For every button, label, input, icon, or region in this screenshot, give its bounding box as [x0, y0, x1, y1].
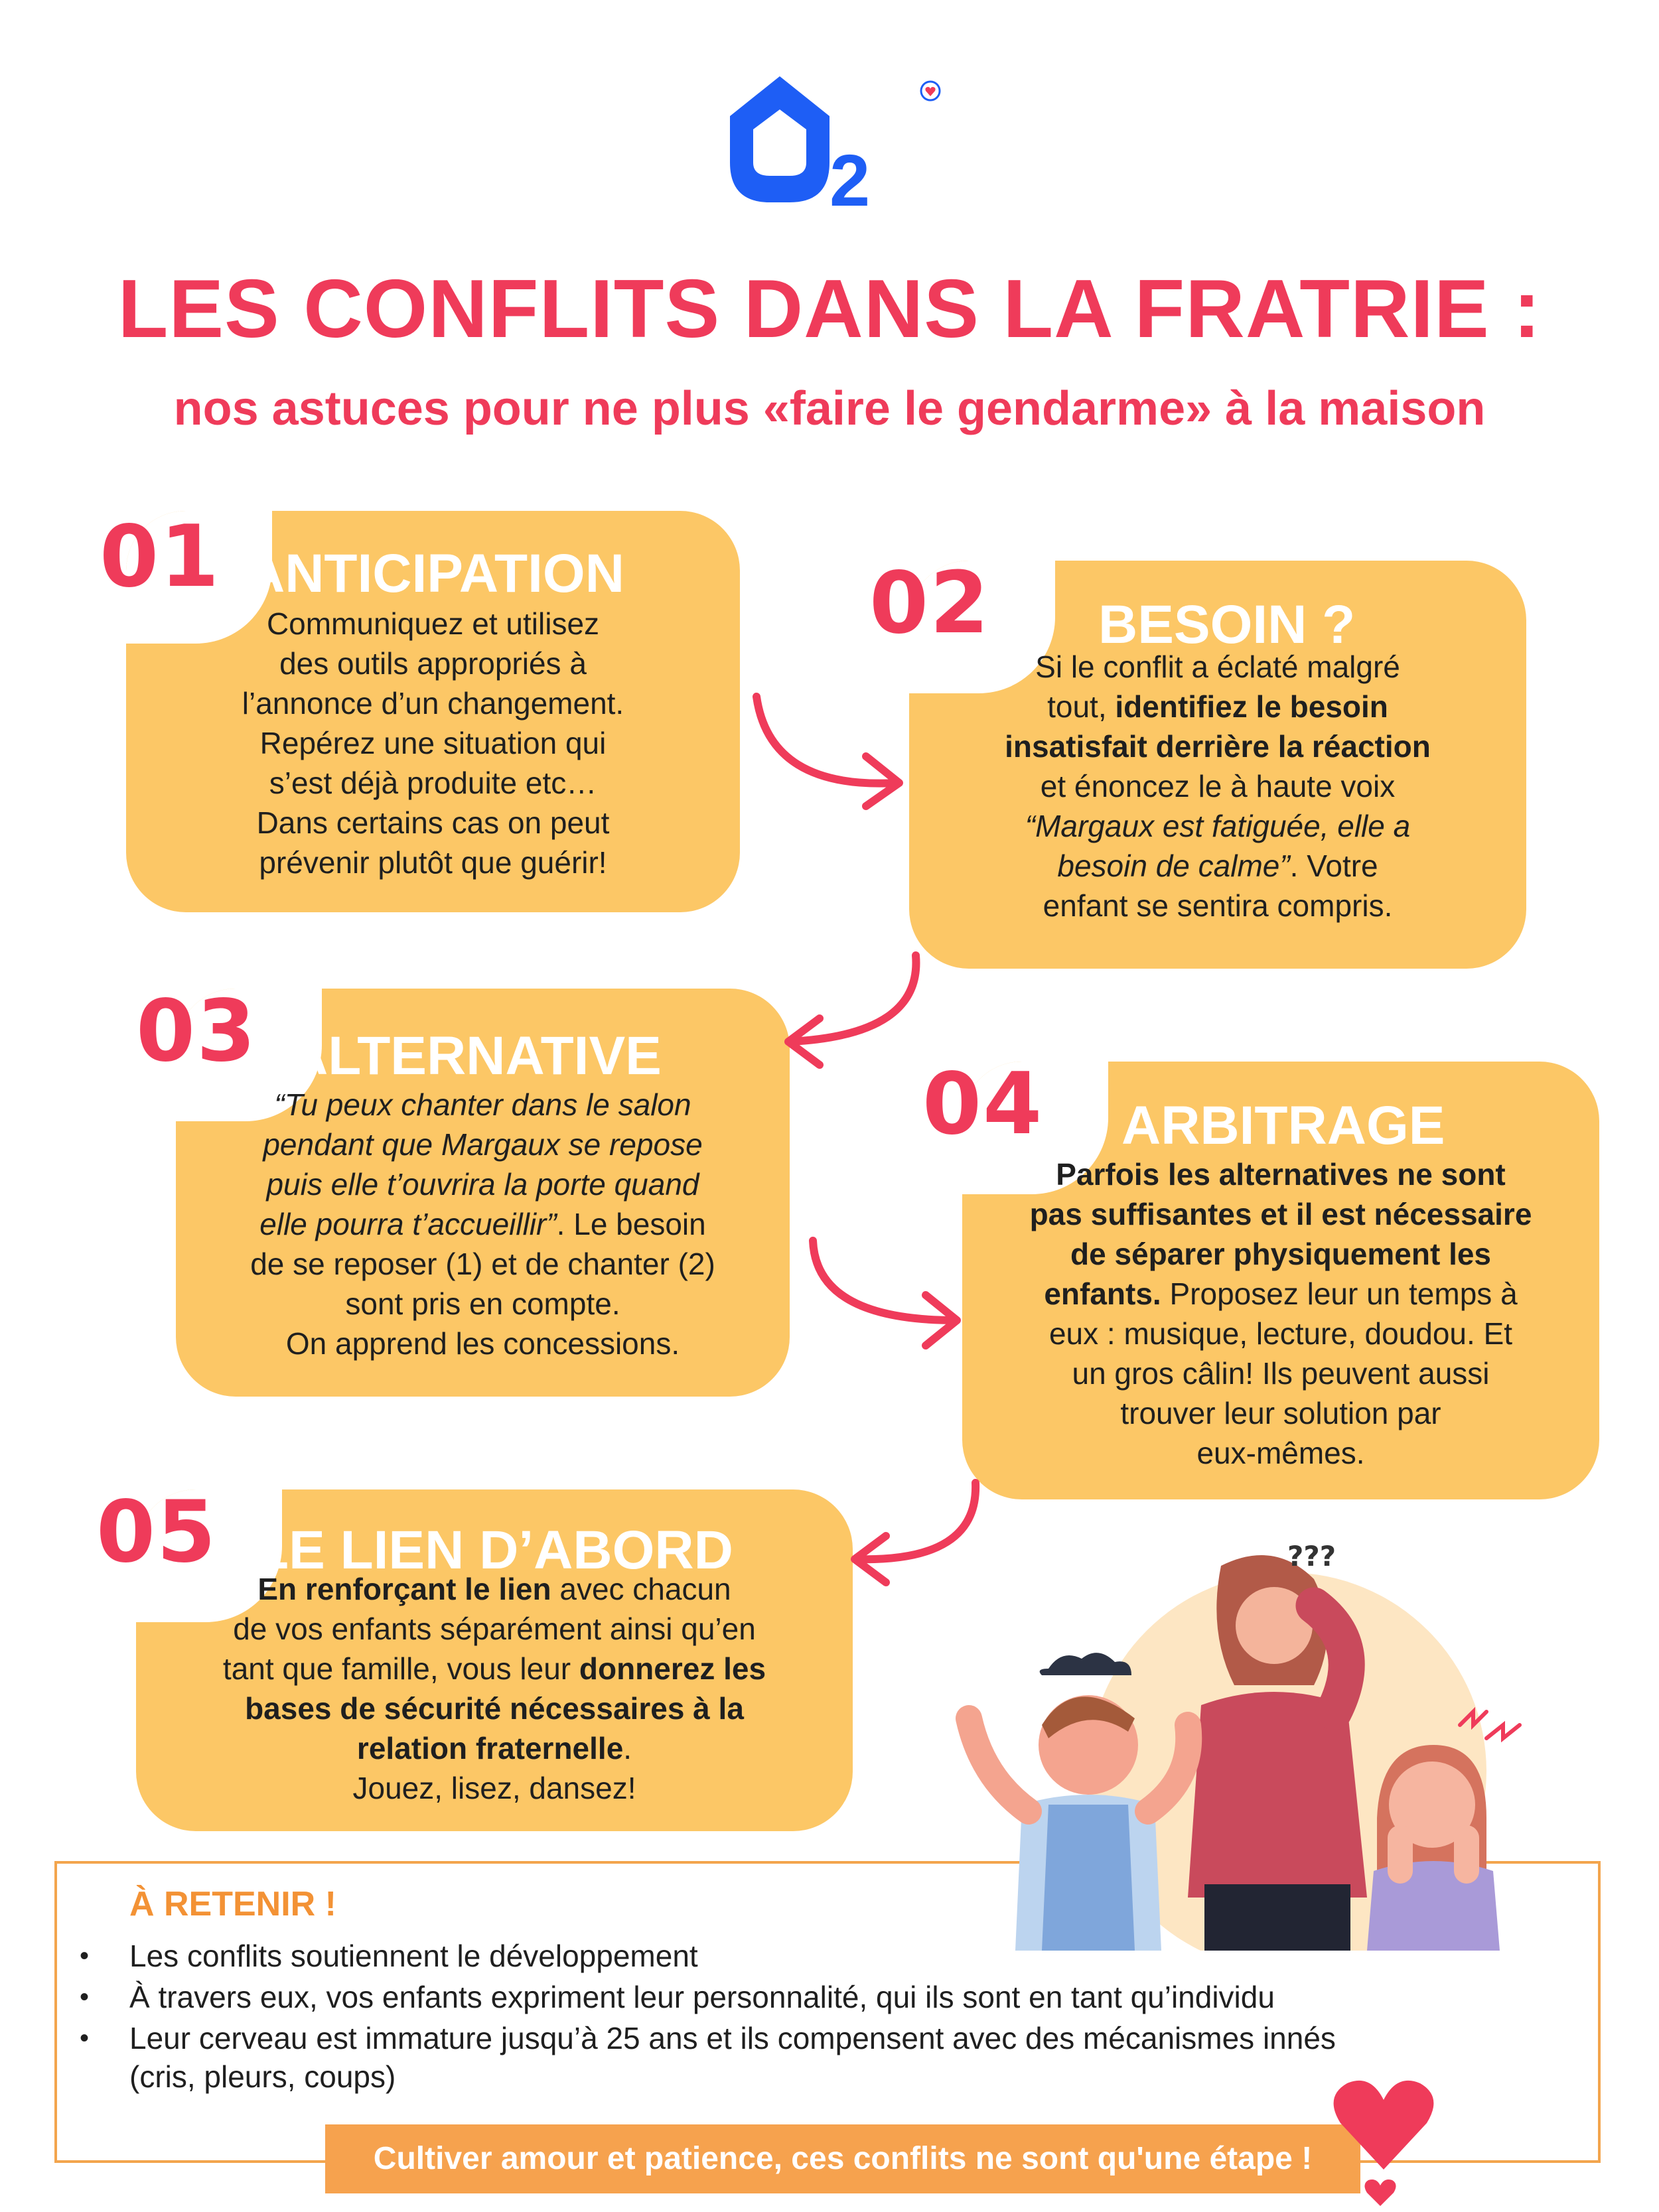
body-line: [909, 846, 1526, 886]
step-card-2: [909, 561, 1526, 969]
o2-logo: [717, 63, 942, 216]
body-line: eux-mêmes.: [1196, 1436, 1365, 1470]
body-quote: puis elle t’ouvrira la porte quand: [266, 1167, 699, 1202]
step-body: [136, 1569, 853, 1808]
boy-vest: [1042, 1805, 1135, 1951]
body-line: [176, 1164, 790, 1204]
closing-banner: Cultiver amour et patience, ces conflits ne sont qu'une étape !: [325, 2124, 1360, 2193]
body-line: Repérez une situation qui: [259, 726, 607, 760]
lightning-icon-2: [1486, 1725, 1520, 1738]
girl-dress: [1367, 1861, 1500, 1951]
body-line: enfant se sentira compris.: [1043, 888, 1393, 923]
takeaway-text: Les conflits soutiennent le développement: [129, 1939, 698, 1973]
body-emphasis: insatisfait derrière la réaction: [1005, 729, 1431, 764]
body-emphasis: de séparer physiquement les: [1070, 1237, 1492, 1271]
step-title: BESOIN ?: [1098, 594, 1356, 655]
takeaway-text: À travers eux, vos enfants expriment leur personnalité, qui ils sont en tant qu’individu: [129, 1980, 1275, 2014]
hearts-decoration: [1321, 2070, 1453, 2209]
takeaway-text: (cris, pleurs, coups): [129, 2059, 396, 2094]
bullet-icon: •: [80, 1941, 90, 1970]
arrow-2-to-3: [776, 949, 936, 1068]
body-emphasis: bases de sécurité nécessaires à la: [245, 1691, 744, 1726]
step-number: 04: [922, 1055, 1044, 1154]
body-line: On apprend les concessions.: [285, 1326, 680, 1361]
logo-two: 2: [830, 140, 871, 216]
step-title: ALTERNATIVE: [289, 1026, 662, 1086]
arrow-3-to-4: [803, 1234, 975, 1353]
step-number: 05: [96, 1483, 218, 1582]
key-takeaways-title: À RETENIR !: [129, 1885, 336, 1923]
body-line: Communiquez et utilisez: [266, 606, 600, 641]
body-line: [176, 1204, 790, 1244]
body-text: tout,: [1047, 689, 1116, 724]
body-quote: elle pourra t’accueillir”: [259, 1207, 557, 1241]
body-line: [176, 1125, 790, 1164]
body-line: [909, 726, 1526, 766]
step-title: ANTICIPATION: [246, 543, 624, 604]
body-text: .: [623, 1731, 632, 1765]
body-emphasis: donnerez les: [579, 1651, 766, 1686]
storm-cloud-icon: [1040, 1653, 1131, 1675]
body-line: [962, 1234, 1599, 1274]
body-text: avec chacun: [551, 1572, 731, 1606]
body-line: l’annonce d’un changement.: [242, 686, 624, 721]
question-marks: ???: [1287, 1540, 1336, 1572]
logo-house-shape: [730, 76, 830, 202]
step-body: [962, 1154, 1599, 1473]
body-line: [136, 1649, 853, 1689]
body-emphasis: identifiez le besoin: [1115, 689, 1388, 724]
body-line: [909, 687, 1526, 726]
heart-small-icon: [1364, 2179, 1396, 2206]
body-line: de vos enfants séparément ainsi qu’en: [233, 1612, 756, 1646]
body-quote: besoin de calme”: [1057, 849, 1290, 883]
step-number: 03: [136, 982, 257, 1081]
step-card-3: [176, 989, 790, 1397]
mother-legs: [1204, 1884, 1350, 1951]
body-line: [962, 1274, 1599, 1314]
body-text: Proposez leur un temps à: [1161, 1277, 1518, 1311]
bullet-icon: •: [80, 2024, 90, 2053]
body-line: Dans certains cas on peut: [256, 805, 610, 840]
body-line: et énoncez le à haute voix: [1040, 769, 1396, 803]
page-subtitle: nos astuces pour ne plus «faire le gendarme» à la maison: [173, 382, 1486, 435]
body-text: tant que famille, vous leur: [222, 1651, 579, 1686]
boy-arm-left: [969, 1718, 1029, 1811]
body-line: Si le conflit a éclaté malgré: [1035, 650, 1400, 684]
body-line: [962, 1194, 1599, 1234]
body-line: [136, 1569, 853, 1609]
body-emphasis: pas suffisantes et il est nécessaire: [1029, 1197, 1532, 1231]
step-number: 02: [869, 554, 991, 653]
body-line: eux : musique, lecture, doudou. Et: [1048, 1316, 1513, 1351]
logo-heart-icon: [925, 87, 935, 96]
step-body: [126, 604, 740, 882]
page-title: LES CONFLITS DANS LA FRATRIE :: [117, 263, 1542, 355]
body-line: [136, 1689, 853, 1728]
bullet-icon: •: [80, 1982, 90, 2012]
step-title: ARBITRAGE: [1121, 1095, 1445, 1156]
body-line: [136, 1728, 853, 1768]
body-line: Jouez, lisez, dansez!: [352, 1771, 636, 1805]
step-card-5: [136, 1489, 853, 1831]
step-card-4: [962, 1062, 1599, 1499]
body-quote: “Tu peux chanter dans le salon: [274, 1087, 691, 1122]
body-quote: “Margaux est fatiguée, elle a: [1025, 809, 1411, 843]
step-body: [176, 1085, 790, 1363]
body-text: . Le besoin: [556, 1207, 706, 1241]
arrow-1-to-2: [743, 690, 916, 823]
step-body: [909, 647, 1526, 926]
body-line: de se reposer (1) et de chanter (2): [250, 1247, 715, 1281]
body-quote: pendant que Margaux se repose: [263, 1127, 703, 1162]
body-emphasis: Parfois les alternatives ne sont: [1056, 1157, 1506, 1192]
body-line: sont pris en compte.: [345, 1286, 620, 1321]
body-line: prévenir plutôt que guérir!: [259, 845, 607, 880]
body-line: trouver leur solution par: [1120, 1396, 1441, 1430]
body-text: . Votre: [1289, 849, 1378, 883]
body-line: s’est déjà produite etc…: [269, 766, 597, 800]
body-line: des outils appropriés à: [279, 646, 587, 681]
body-line: [176, 1085, 790, 1125]
step-title: LE LIEN D’ABORD: [255, 1520, 733, 1580]
body-line: [909, 806, 1526, 846]
family-conflict-illustration: [942, 1526, 1559, 1951]
body-emphasis: enfants.: [1044, 1277, 1161, 1311]
heart-icon: [1334, 2081, 1434, 2170]
body-emphasis: En renforçant le lien: [257, 1572, 551, 1606]
step-number: 01: [100, 508, 221, 606]
body-line: un gros câlin! Ils peuvent aussi: [1072, 1356, 1490, 1391]
body-line: [962, 1154, 1599, 1194]
body-emphasis: relation fraternelle: [356, 1731, 624, 1765]
takeaway-text: Leur cerveau est immature jusqu’à 25 ans et ils compensent avec des mécanismes innés: [129, 2021, 1336, 2055]
